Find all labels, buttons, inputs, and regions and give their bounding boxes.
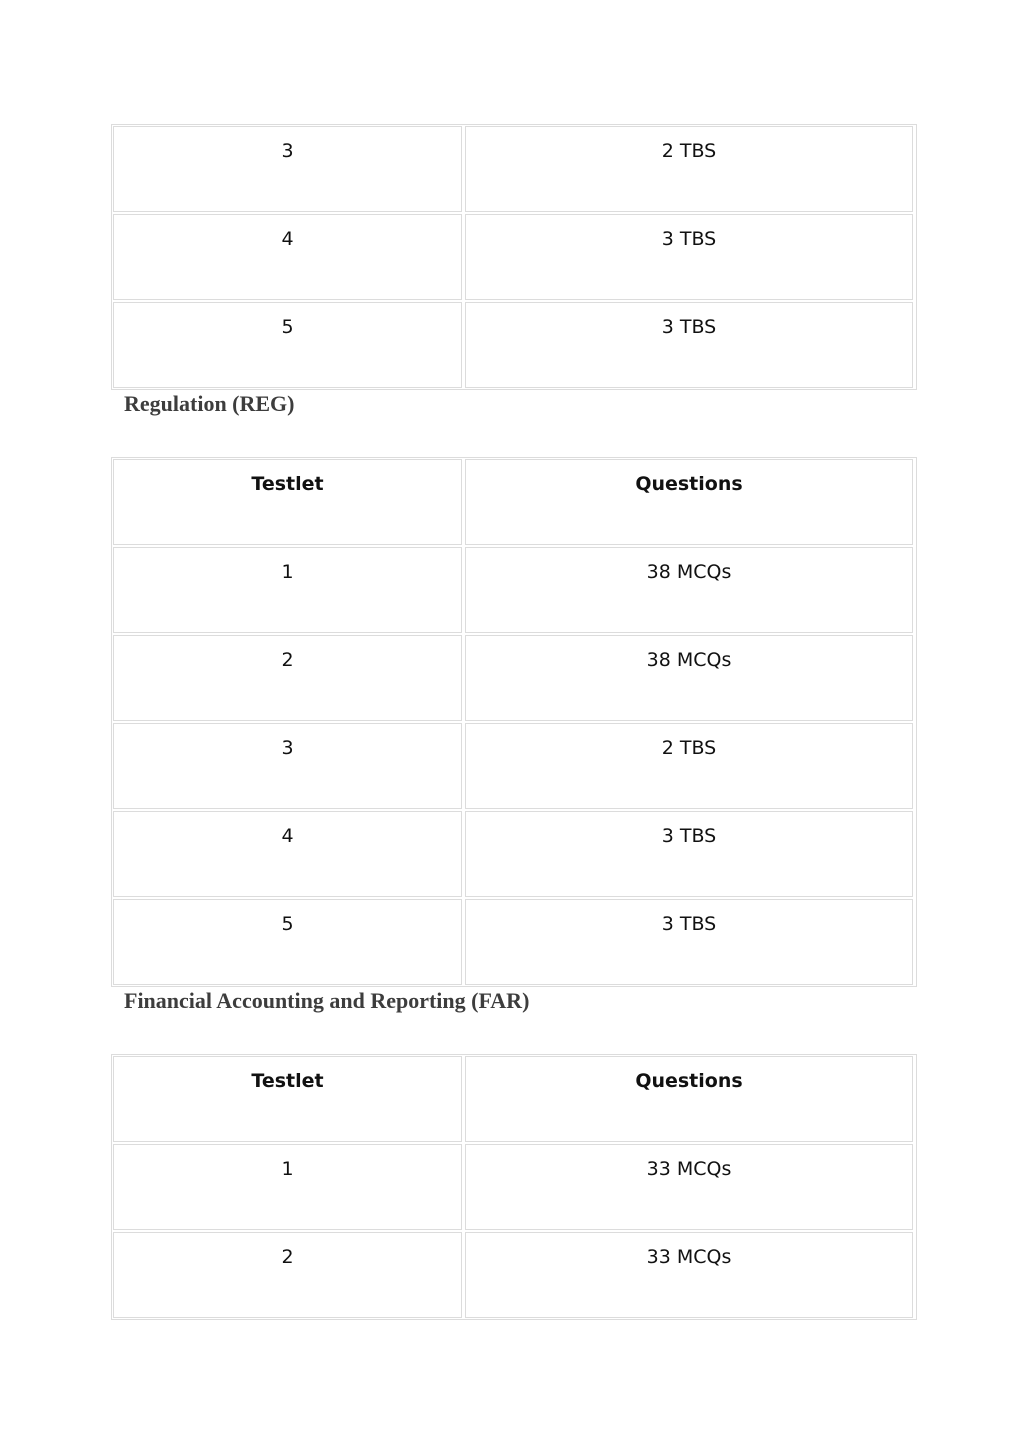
questions-cell: 3 TBS bbox=[465, 899, 913, 985]
table-row bbox=[113, 302, 915, 388]
testlet-cell: 3 bbox=[113, 723, 462, 809]
questions-cell: 38 MCQs bbox=[465, 547, 913, 633]
testlet-cell: 4 bbox=[113, 811, 462, 897]
column-header-testlet: Testlet bbox=[113, 1056, 462, 1142]
section-heading-far: Financial Accounting and Reporting (FAR) bbox=[124, 988, 530, 1013]
testlet-cell: 1 bbox=[113, 1144, 462, 1230]
testlet-table-reg bbox=[111, 457, 917, 987]
table-row bbox=[113, 811, 915, 897]
table-row bbox=[113, 1144, 915, 1230]
testlet-cell: 3 bbox=[113, 126, 462, 212]
testlet-table-continued bbox=[111, 124, 917, 390]
questions-cell: 2 TBS bbox=[465, 723, 913, 809]
table-header-row bbox=[113, 459, 915, 545]
questions-cell: 3 TBS bbox=[465, 214, 913, 300]
testlet-cell: 4 bbox=[113, 214, 462, 300]
table-row bbox=[113, 899, 915, 985]
table-row bbox=[113, 214, 915, 300]
testlet-cell: 2 bbox=[113, 1232, 462, 1318]
questions-cell: 33 MCQs bbox=[465, 1232, 913, 1318]
questions-cell: 38 MCQs bbox=[465, 635, 913, 721]
testlet-table-far bbox=[111, 1054, 917, 1320]
section-heading-reg: Regulation (REG) bbox=[124, 391, 295, 416]
questions-cell: 3 TBS bbox=[465, 811, 913, 897]
column-header-testlet: Testlet bbox=[113, 459, 462, 545]
table-row bbox=[113, 1232, 915, 1318]
questions-cell: 33 MCQs bbox=[465, 1144, 913, 1230]
table-row bbox=[113, 723, 915, 809]
testlet-cell: 1 bbox=[113, 547, 462, 633]
table-row bbox=[113, 126, 915, 212]
testlet-cell: 5 bbox=[113, 302, 462, 388]
questions-cell: 2 TBS bbox=[465, 126, 913, 212]
testlet-cell: 5 bbox=[113, 899, 462, 985]
column-header-questions: Questions bbox=[465, 1056, 913, 1142]
table-row bbox=[113, 547, 915, 633]
table-row bbox=[113, 635, 915, 721]
column-header-questions: Questions bbox=[465, 459, 913, 545]
table-header-row bbox=[113, 1056, 915, 1142]
questions-cell: 3 TBS bbox=[465, 302, 913, 388]
testlet-cell: 2 bbox=[113, 635, 462, 721]
